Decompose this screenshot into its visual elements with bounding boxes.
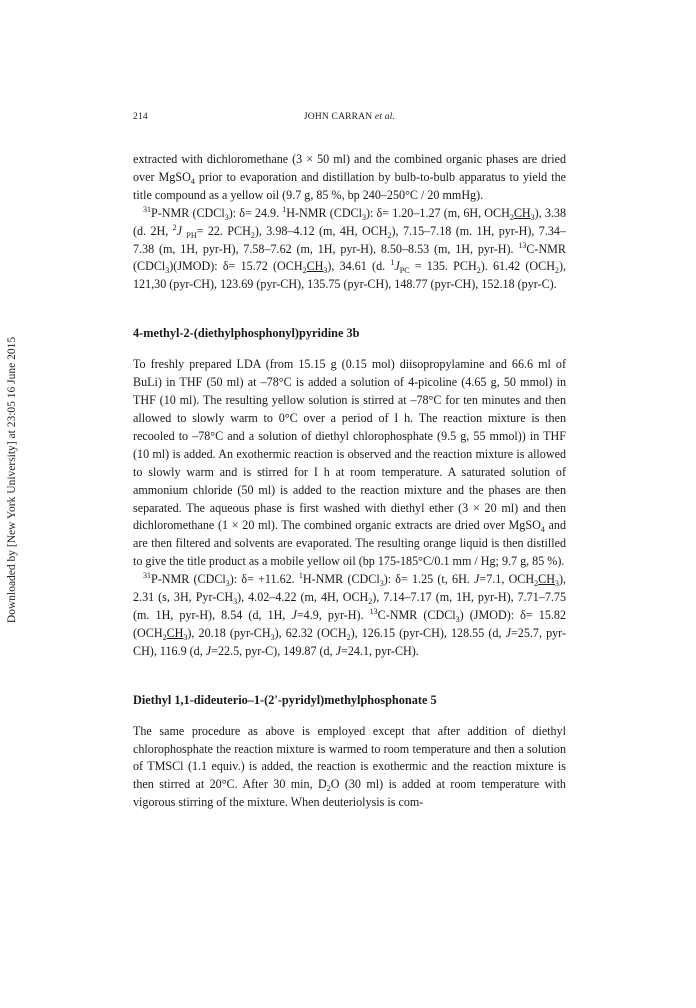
section-body [133,356,566,660]
nmr-data-paragraph: $^{31}$P-NMR (CDCl$_3$): δ= 24.9. $^1$H-NMR (CDCl$_3$): δ= 1.20–1.27 (m, 6H, $OCH_2CH_3$), 3.38 (d. 2H, $^2$J $_{PH}$= 22. $PCH_2$), 3.98–4.12 (m, 4H, $OCH_2$), 7.15–7.18 (m. 1H, pyr-H), 7.34–7.38 (m, 1H, pyr-H), 7.58–7.62 (m, 1H, pyr-H), 8.50–8.53 (m, 1H, pyr-H). $^{13}$C-NMR (CDCl$_3$)(JMOD): δ= 15.72 $(OCH_2CH_3)$, 34.61 (d. $^1J_{PC} = 135$. $PCH_2$). 61.42 $(OCH_2)$, 121,30 (pyr-CH), 123.69 (pyr-CH), 135.75 (pyr-CH), 148.77 (pyr-CH), 152.18 (pyr-C). [133,204,566,292]
section-body [133,723,566,813]
download-watermark-text: Downloaded by [New York University] at 23:05 16 June 2015 [6,336,18,624]
running-head [133,112,566,128]
running-head-author: JOHN CARRAN et al. [303,112,396,122]
journal-page [133,112,566,812]
section-heading: Diethyl 1,1-dideuterio–1-(2'-pyridyl)methylphosphonate 5 [133,692,437,707]
procedure-paragraph: To freshly prepared LDA (from 15.15 g (0.15 mol) diisopropylamine and 66.6 ml of BuLi) in THF (50 ml) at –78°C is added a solution of 4-picoline (4.65 g, 50 mmol) in THF (10 ml). The resulting yellow solution is stirred at –78°C for ten minutes and then allowed to slowly warm to 0°C over a period of I h. The reaction mixture is then recooled to –78°C and a solution of diethyl chlorophosphate (9.5 g, 55 mmol)) in THF (10 ml) is added. An exothermic reaction is observed and the reaction mixture is allowed to slowly warm and is stirred for I h at room temperature. A saturated solution of ammonium chloride (50 ml) is added to the reaction mixture and the phases are then separated. The aqueous phase is first washed with diethyl ether (3 × 20 ml) and then dichloromethane (1 × 20 ml). The combined organic extracts are dried over MgSO$_4$ and are then filtered and solvents are evaporated. The resulting orange liquid is then distilled to give the title product as a mobile yellow oil (bp 175-185°C/0.1 mm / Hg; 9.7 g, 85 %). [133,357,566,569]
page-number: 214 [133,112,148,122]
procedure-paragraph: The same procedure as above is employed except that after addition of diethyl chlorophosphate the reaction mixture is warmed to room temperature and then a solution of TMSCl (1.1 equiv.) is added, the reaction is exothermic and the reaction mixture is then stirred at 20°C. After 30 min, $D_2O$ (30 ml) is added at room temperature with vigorous stirring of the mixture. When deuteriolysis is com- [133,723,566,810]
procedure-continuation-paragraph: extracted with dichloromethane (3 × 50 ml) and the combined organic phases are dried over MgSO$_4$ prior to evaporation and distillation by bulb-to-bulb apparatus to yield the title compound as a yellow oil (9.7 g, 85 %, bp 240–250°C / 20 mmHg). [133,152,566,202]
continued-procedure [133,151,566,294]
nmr-data-paragraph: $^{31}$P-NMR (CDCl$_3$): δ= +11.62. $^1$H-NMR (CDCl$_3$): δ= 1.25 (t, 6H. J=7.1, $OCH_2CH_3$), 2.31 (s, 3H, Pyr-$CH_3$), 4.02–4.22 (m, 4H, $OCH_2$), 7.14–7.17 (m, 1H, pyr-H), 7.71–7.75 (m. 1H, pyr-H), 8.54 (d, 1H, J=4.9, pyr-H). $^{13}$C-NMR (CDCl$_3$) (JMOD): δ= 15.82 $(OCH_2CH_3)$, 20.18 $(pyr-CH_3)$, 62.32 $(OCH_2)$, 126.15 (pyr-CH), 128.55 (d, J=25.7, pyr-CH), 116.9 (d, J=22.5, pyr-C), 149.87 (d, J=24.1, pyr-CH). [133,571,566,658]
running-head-et-al: et al. [374,112,396,122]
section-heading: 4-methyl-2-(diethylphosphonyl)pyridine 3b [133,326,360,341]
download-watermark [2,280,22,680]
